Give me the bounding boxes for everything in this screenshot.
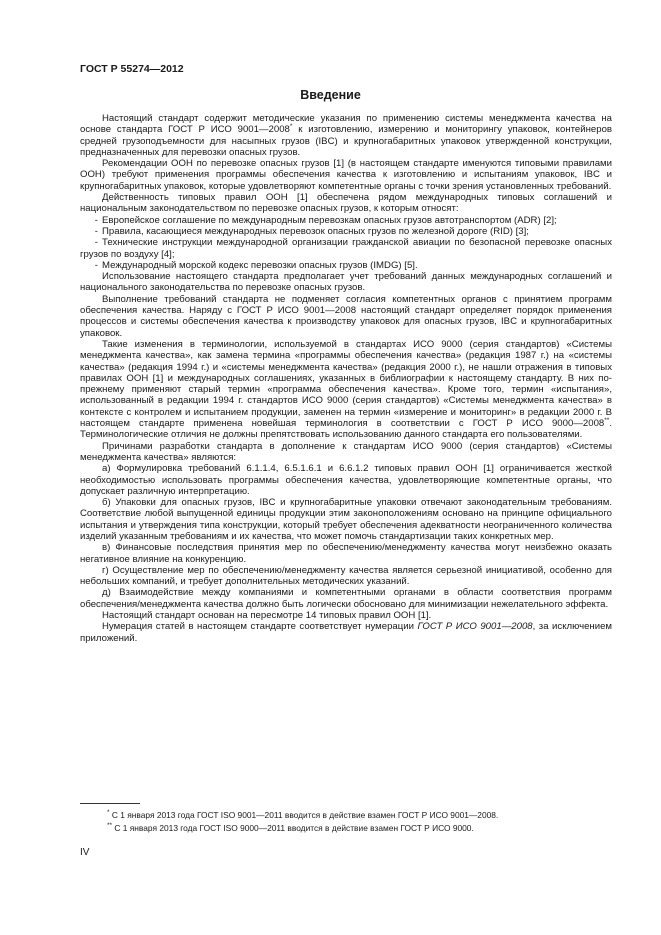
paragraph: а) Формулировка требований 6.1.1.4, 6.5.1.6.1 и 6.6.1.2 типовых правил ООН [1] ограничивается жесткой необходимостью использовать программы обеспечения качества, удовлетворяющие компетентные органы, что допускает различную интерпретацию. bbox=[80, 463, 612, 497]
section-title: Введение bbox=[300, 88, 361, 102]
footnote-mark: * bbox=[289, 123, 293, 131]
document-number: ГОСТ Р 55274—2012 bbox=[80, 63, 184, 75]
paragraph: г) Осуществление мер по обеспечению/менеджменту качества является серьезной инициативой, особенно для небольших компаний, и требует дополнительных методических указаний. bbox=[80, 564, 612, 588]
paragraph: Действенность типовых правил ООН [1] обеспечена рядом международных типовых соглашений и национальным законодательством по перевозке опасных грузов, к которым относят: bbox=[80, 192, 612, 215]
paragraph: в) Финансовые последствия принятия мер по обеспечению/менеджменту качества могут неизбежно оказать негативное влияние на конкуренцию. bbox=[80, 542, 612, 565]
list-item: - Правила, касающиеся международных перевозок опасных грузов по железной дороге (RID) [3]; bbox=[94, 225, 529, 237]
main-text bbox=[80, 113, 612, 644]
list-item: - Международный морской кодекс перевозки опасных грузов (IMDG) [5]. bbox=[94, 259, 418, 271]
footnote: * С 1 января 2013 года ГОСТ ISO 9001—2011 вводится в действие взамен ГОСТ Р ИСО 9001—2008. bbox=[107, 809, 499, 820]
list-item: - Европейское соглашение по международным перевозкам опасных грузов автотранспортом (ADR) [2]; bbox=[94, 214, 557, 226]
page-number: IV bbox=[80, 847, 90, 858]
footnote-divider bbox=[80, 803, 140, 804]
paragraph: Такие изменения в терминологии, используемой в стандартах ИСО 9000 (серия стандартов) «Системы менеджмента качества», как замена термина «программы обеспечения качества» (редакция 1987 г.) на «системы качества» (редакция 1994 г.) и «системы менеджмента качества» (редакция 2000 г.), не нашли отражения в типовых правилах ООН [1] и международных соглашениях, указанных в библиографии к настоящему стандарту. В них по-прежнему применяют старый термин «программа обеспечения качества». Кроме того, термин «испытания», использованный в редакции 1994 г. стандартов ИСО 9000 (серия стандартов) «Системы менеджмента качества» в контексте с контролем и испытанием продукции, заменен на термин «измерение и мониторинг» в редакции 2000 г. В настоящем стандарте применена новейшая терминология в соответствии с ГОСТ Р ИСО 9000—2008**. Терминологические отличия не должны препятствовать использованию данного стандарта его пользователями. bbox=[80, 338, 612, 441]
footnote: ** С 1 января 2013 года ГОСТ ISO 9000—2011 вводится в действие взамен ГОСТ Р ИСО 9000. bbox=[107, 822, 474, 833]
paragraph: д) Взаимодействие между компаниями и компетентными органами в области соответствия программ обеспечения/менеджмента качества должно быть логически обосновано для минимизации нежелательного эффекта. bbox=[80, 587, 612, 610]
paragraph: Нумерация статей в настоящем стандарте соответствует нумерации ГОСТ Р ИСО 9001—2008, за исключением приложений. bbox=[80, 621, 613, 644]
paragraph: Использование настоящего стандарта предполагает учет требований данных международных соглашений и национального законодательства по перевозке опасных грузов. bbox=[80, 271, 612, 294]
paragraph: Настоящий стандарт основан на пересмотре 14 типовых правил ООН [1]. bbox=[102, 610, 432, 622]
paragraph: б) Упаковки для опасных грузов, IBC и крупногабаритные упаковки отвечают законодательным требованиям. Соответствие любой выпущенной единицы продукции этим законоположениям основано на принципе официального испытания и утверждения типа конструкции, который требует обеспечения адекватности неограниченного количества изделий указанным требованиям и их качества, что может помочь стандартизации таких конкретных мер. bbox=[80, 497, 612, 542]
paragraph: Выполнение требований стандарта не подменяет согласия компетентных органов с принятием программ обеспечения качества. Наряду с ГОСТ Р ИСО 9001—2008 настоящий стандарт определяет порядок применения процессов и системы обеспечения качества к производству упаковок для опасных грузов, IBC и крупногабаритных упаковок. bbox=[80, 293, 612, 339]
paragraph: Причинами разработки стандарта в дополнение к стандартам ИСО 9000 (серия стандартов) «Системы менеджмента качества» являются: bbox=[80, 440, 612, 463]
paragraph: Рекомендации ООН по перевозке опасных грузов [1] (в настоящем стандарте именуются типовыми правилами ООН) требуют применения программы обеспечения качества к изготовлению и испытаниям упаковок, IBC и крупногабаритных упаковок, которые удовлетворяют компетентные органы с точки зрения установленных требований. bbox=[80, 158, 612, 192]
footnote-mark: ** bbox=[604, 416, 610, 424]
paragraph: Настоящий стандарт содержит методические указания по применению системы менеджмента качества на основе стандарта ГОСТ Р ИСО 9001—2008* к изготовлению, измерению и мониторингу упаковок, контейнеров средней грузоподъемности для насыпных грузов (IBC) и крупногабаритных упаковок утвержденной конструкции, предназначенных для перевозки опасных грузов. bbox=[80, 113, 612, 158]
list-item: - Технические инструкции международной организации гражданской авиации по безопасной перевозке опасных грузов по воздуху [4]; bbox=[80, 237, 612, 260]
